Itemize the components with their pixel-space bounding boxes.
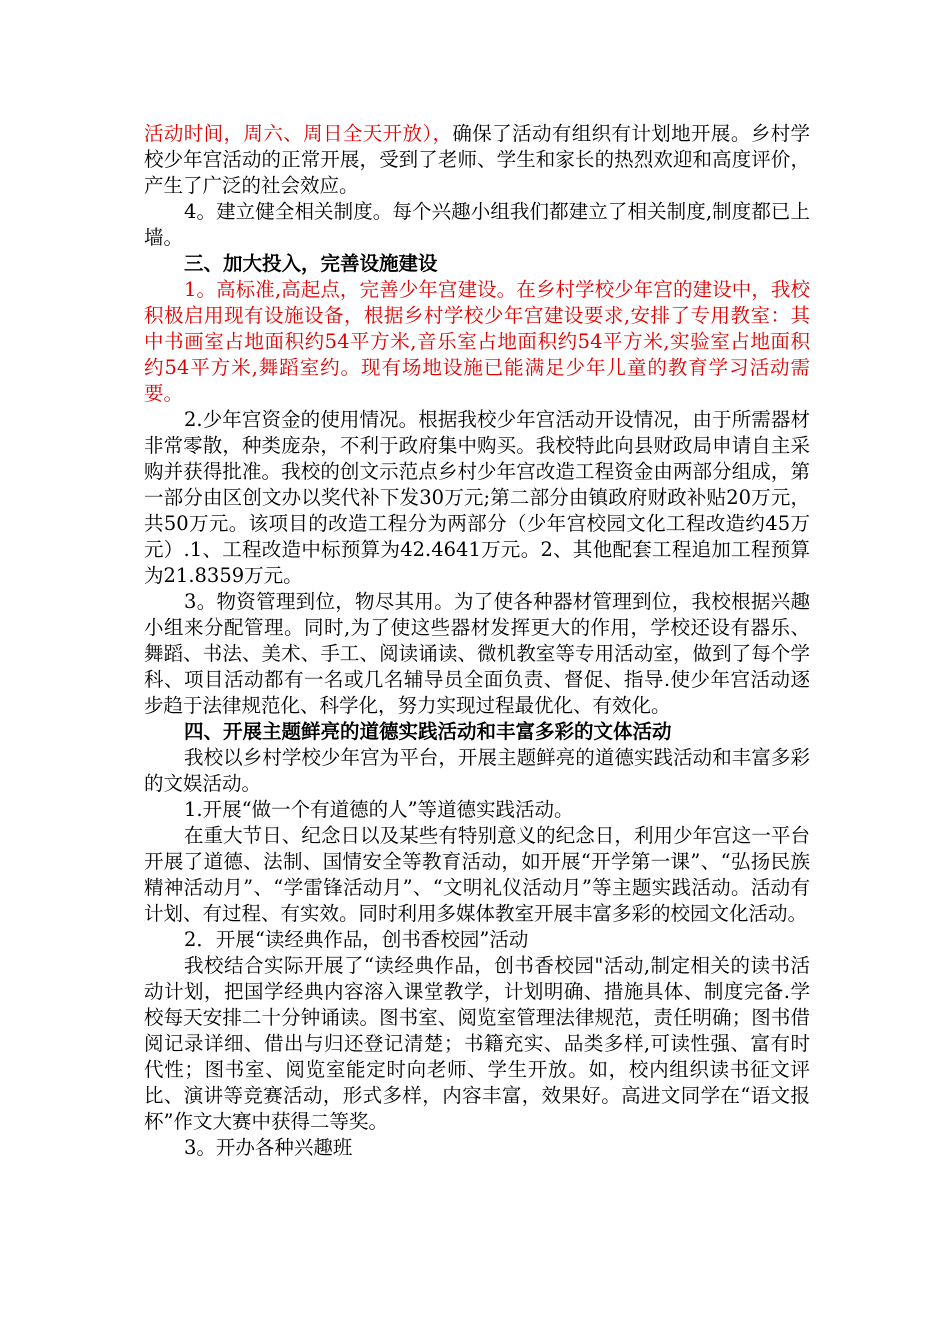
- paragraph-5: [144, 745, 810, 797]
- paragraph-5-text: 我校以乡村学校少年宫为平台，开展主题鲜亮的道德实践活动和丰富多彩的文娱活动。: [144, 746, 810, 795]
- paragraph-7-text: 在重大节日、纪念日以及某些有特别意义的纪念日，利用少年宫这一平台开展了道德、法制、国情安全等教育活动，如开展“开学第一课”、“弘扬民族精神活动月”、“学雷锋活动月”、“文明礼仪活动月”等主题实践活动。活动有计划、有过程、有实效。同时利用多媒体教室开展丰富多彩的校园文化活动。: [144, 824, 810, 925]
- paragraph-0-red-text: 活动时间，周六、周日全天开放），: [144, 122, 453, 145]
- paragraph-2: [144, 277, 810, 407]
- paragraph-7: [144, 823, 810, 927]
- paragraph-3-text: 2.少年宫资金的使用情况。根据我校少年宫活动开设情况，由于所需器材非常零散，种类庞杂，不利于政府集中购买。我校特此向县财政局申请自主采购并获得批准。我校的创文示范点乡村少年宫改造工程资金由两部分组成，第一部分由区创文办以奖代补下发30万元;第二部分由镇政府财政补贴20万元，共50万元。该项目的改造工程分为两部分（少年宫校园文化工程改造约45万元）.1、工程改造中标预算为42.4641万元。2、其他配套工程追加工程预算为21.8359万元。: [144, 408, 810, 587]
- paragraph-1-text: 4。建立健全相关制度。每个兴趣小组我们都建立了相关制度,制度都已上墙。: [144, 200, 810, 249]
- paragraph-0: [144, 121, 810, 199]
- paragraph-9-text: 我校结合实际开展了“读经典作品，创书香校园"活动,制定相关的读书活动计划，把国学经典内容溶入课堂教学，计划明确、措施具体、制度完备.学校每天安排二十分钟诵读。图书室、阅览室管理法律规范，责任明确；图书借阅记录详细、借出与归还登记清楚；书籍充实、品类多样,可读性强、富有时代性；图书室、阅览室能定时向老师、学生开放。如，校内组织读书征文评比、演讲等竞赛活动，形式多样，内容丰富，效果好。高进文同学在“语文报杯”作文大赛中获得二等奖。: [144, 954, 810, 1133]
- paragraph-6: [144, 797, 810, 823]
- paragraph-3: [144, 407, 810, 589]
- paragraph-9: [144, 953, 810, 1135]
- paragraph-10: [144, 1135, 810, 1161]
- paragraph-2-red-text: 1。高标准,高起点，完善少年宫建设。在乡村学校少年宫的建设中，我校积极启用现有设施设备，根据乡村学校少年宫建设要求,安排了专用教室：其中书画室占地面积约54平方米,音乐室占地面积约54平方米,实验室占地面积约54平方米,舞蹈室约。现有场地设施已能满足少年儿童的教育学习活动需要。: [144, 278, 810, 405]
- paragraph-4-text: 3。物资管理到位，物尽其用。为了使各种器材管理到位，我校根据兴趣小组来分配管理。同时,为了使这些器材发挥更大的作用，学校还设有器乐、舞蹈、书法、美术、手工、阅读诵读、微机教室等专用活动室，做到了每个学科、项目活动都有一名或几名辅导员全面负责、督促、指导.使少年宫活动逐步趋于法律规范化、科学化，努力实现过程最优化、有效化。: [144, 590, 810, 717]
- paragraph-1: [144, 199, 810, 251]
- paragraph-4: [144, 589, 810, 719]
- document-page: [144, 121, 810, 1161]
- section-heading-3: [144, 251, 810, 277]
- paragraph-8: [144, 927, 810, 953]
- paragraph-6-text: 1.开展“做一个有道德的人”等道德实践活动。: [184, 798, 574, 821]
- paragraph-0-text: 确保了活动有组织有计划地开展。乡村学校少年宫活动的正常开展，受到了老师、学生和家长的热烈欢迎和高度评价，产生了广泛的社会效应。: [144, 122, 810, 197]
- section-heading-4-text: 四、开展主题鲜亮的道德实践活动和丰富多彩的文体活动: [184, 720, 672, 743]
- paragraph-10-text: 3。开办各种兴趣班: [184, 1136, 353, 1159]
- section-heading-4: [144, 719, 810, 745]
- section-heading-3-text: 三、加大投入，完善设施建设: [184, 252, 438, 275]
- paragraph-8-text: 2．开展“读经典作品，创书香校园”活动: [184, 928, 529, 951]
